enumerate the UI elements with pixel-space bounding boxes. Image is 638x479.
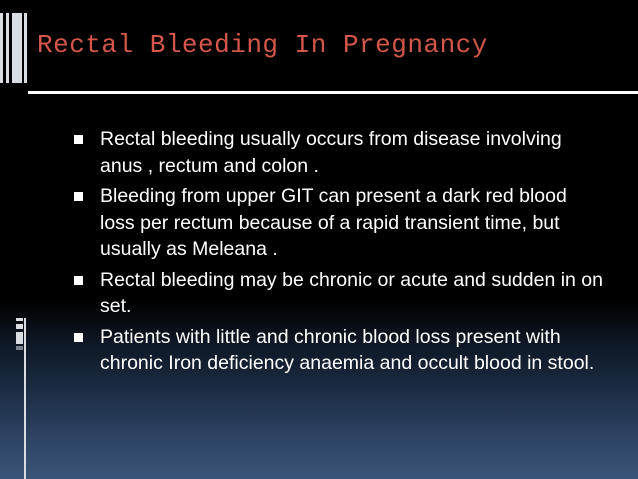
list-item — [74, 183, 604, 263]
decorative-bar — [24, 318, 26, 479]
bullet-text: Bleeding from upper GIT can present a dark red blood loss per rectum because of a rapid transient time, but usually as Meleana . — [100, 185, 567, 260]
square-bullet-icon — [74, 276, 83, 285]
list-item — [74, 126, 604, 179]
decorative-bar — [16, 318, 23, 321]
slide-title: Rectal Bleeding In Pregnancy — [37, 30, 488, 60]
decorative-bar — [0, 13, 3, 83]
bullet-text: Rectal bleeding usually occurs from disease involving anus , rectum and colon . — [100, 128, 562, 177]
decorative-bar — [24, 13, 27, 83]
list-item — [74, 267, 604, 320]
decorative-bar — [12, 13, 22, 83]
decorative-bar — [16, 324, 23, 329]
decorative-bar — [16, 332, 23, 344]
bullet-list — [74, 126, 604, 381]
square-bullet-icon — [74, 135, 83, 144]
square-bullet-icon — [74, 192, 83, 201]
decorative-bar — [6, 13, 9, 83]
bullet-text: Patients with little and chronic blood loss present with chronic Iron deficiency anaemia and occult blood in stool. — [100, 325, 595, 374]
square-bullet-icon — [74, 333, 83, 342]
title-divider — [28, 91, 638, 94]
bullet-text: Rectal bleeding may be chronic or acute and sudden in on set. — [100, 268, 603, 317]
list-item — [74, 324, 604, 377]
decorative-bar — [16, 346, 23, 350]
